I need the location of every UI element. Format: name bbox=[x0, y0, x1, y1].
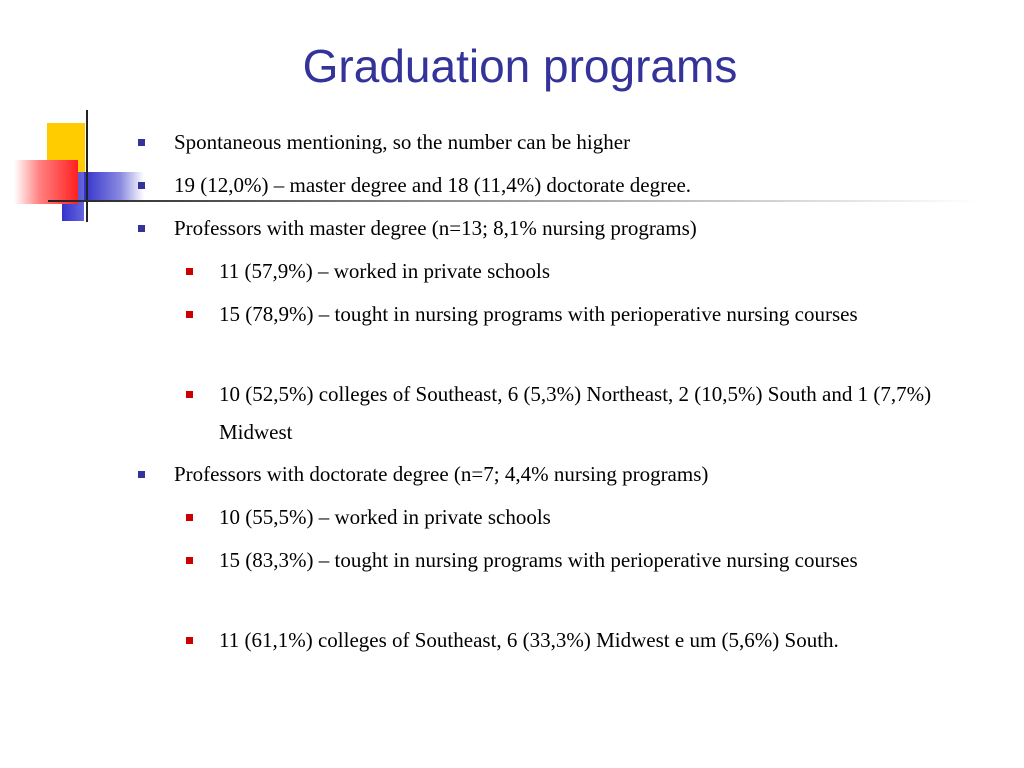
square-bullet-icon bbox=[138, 139, 145, 146]
sub-bullet-item bbox=[219, 295, 979, 333]
sub-bullet-item bbox=[219, 498, 979, 536]
bullet-item bbox=[174, 455, 994, 493]
bullet-text: 19 (12,0%) – master degree and 18 (11,4%) doctorate degree. bbox=[174, 173, 692, 197]
square-bullet-icon bbox=[186, 637, 193, 644]
square-bullet-icon bbox=[186, 311, 193, 318]
sub-bullet-item bbox=[219, 375, 979, 451]
sub-bullet-item bbox=[219, 621, 979, 659]
square-bullet-icon bbox=[186, 391, 193, 398]
bullet-text: 15 (78,9%) – tought in nursing programs with perioperative nursing courses bbox=[219, 302, 858, 326]
bullet-text: 10 (52,5%) colleges of Southeast, 6 (5,3%) Northeast, 2 (10,5%) South and 1 (7,7%) Midwest bbox=[219, 382, 932, 444]
bullet-text: Spontaneous mentioning, so the number can be higher bbox=[174, 130, 631, 154]
bullet-item bbox=[174, 166, 994, 204]
square-bullet-icon bbox=[186, 268, 193, 275]
sub-bullet-item bbox=[219, 252, 979, 290]
bullet-text: 15 (83,3%) – tought in nursing programs with perioperative nursing courses bbox=[219, 548, 858, 572]
bullet-item bbox=[174, 209, 994, 247]
square-bullet-icon bbox=[138, 471, 145, 478]
bullet-text: 10 (55,5%) – worked in private schools bbox=[219, 505, 551, 529]
square-bullet-icon bbox=[138, 225, 145, 232]
square-bullet-icon bbox=[138, 182, 145, 189]
slide-title: Graduation programs bbox=[302, 40, 738, 92]
square-bullet-icon bbox=[186, 557, 193, 564]
bullet-text: Professors with master degree (n=13; 8,1% nursing programs) bbox=[174, 216, 697, 240]
sub-bullet-item bbox=[219, 541, 979, 579]
bullet-item bbox=[174, 123, 994, 161]
square-bullet-icon bbox=[186, 514, 193, 521]
bullet-text: Professors with doctorate degree (n=7; 4,4% nursing programs) bbox=[174, 462, 709, 486]
bullet-text: 11 (61,1%) colleges of Southeast, 6 (33,3%) Midwest e um (5,6%) South. bbox=[219, 628, 839, 652]
bullet-text: 11 (57,9%) – worked in private schools bbox=[219, 259, 551, 283]
